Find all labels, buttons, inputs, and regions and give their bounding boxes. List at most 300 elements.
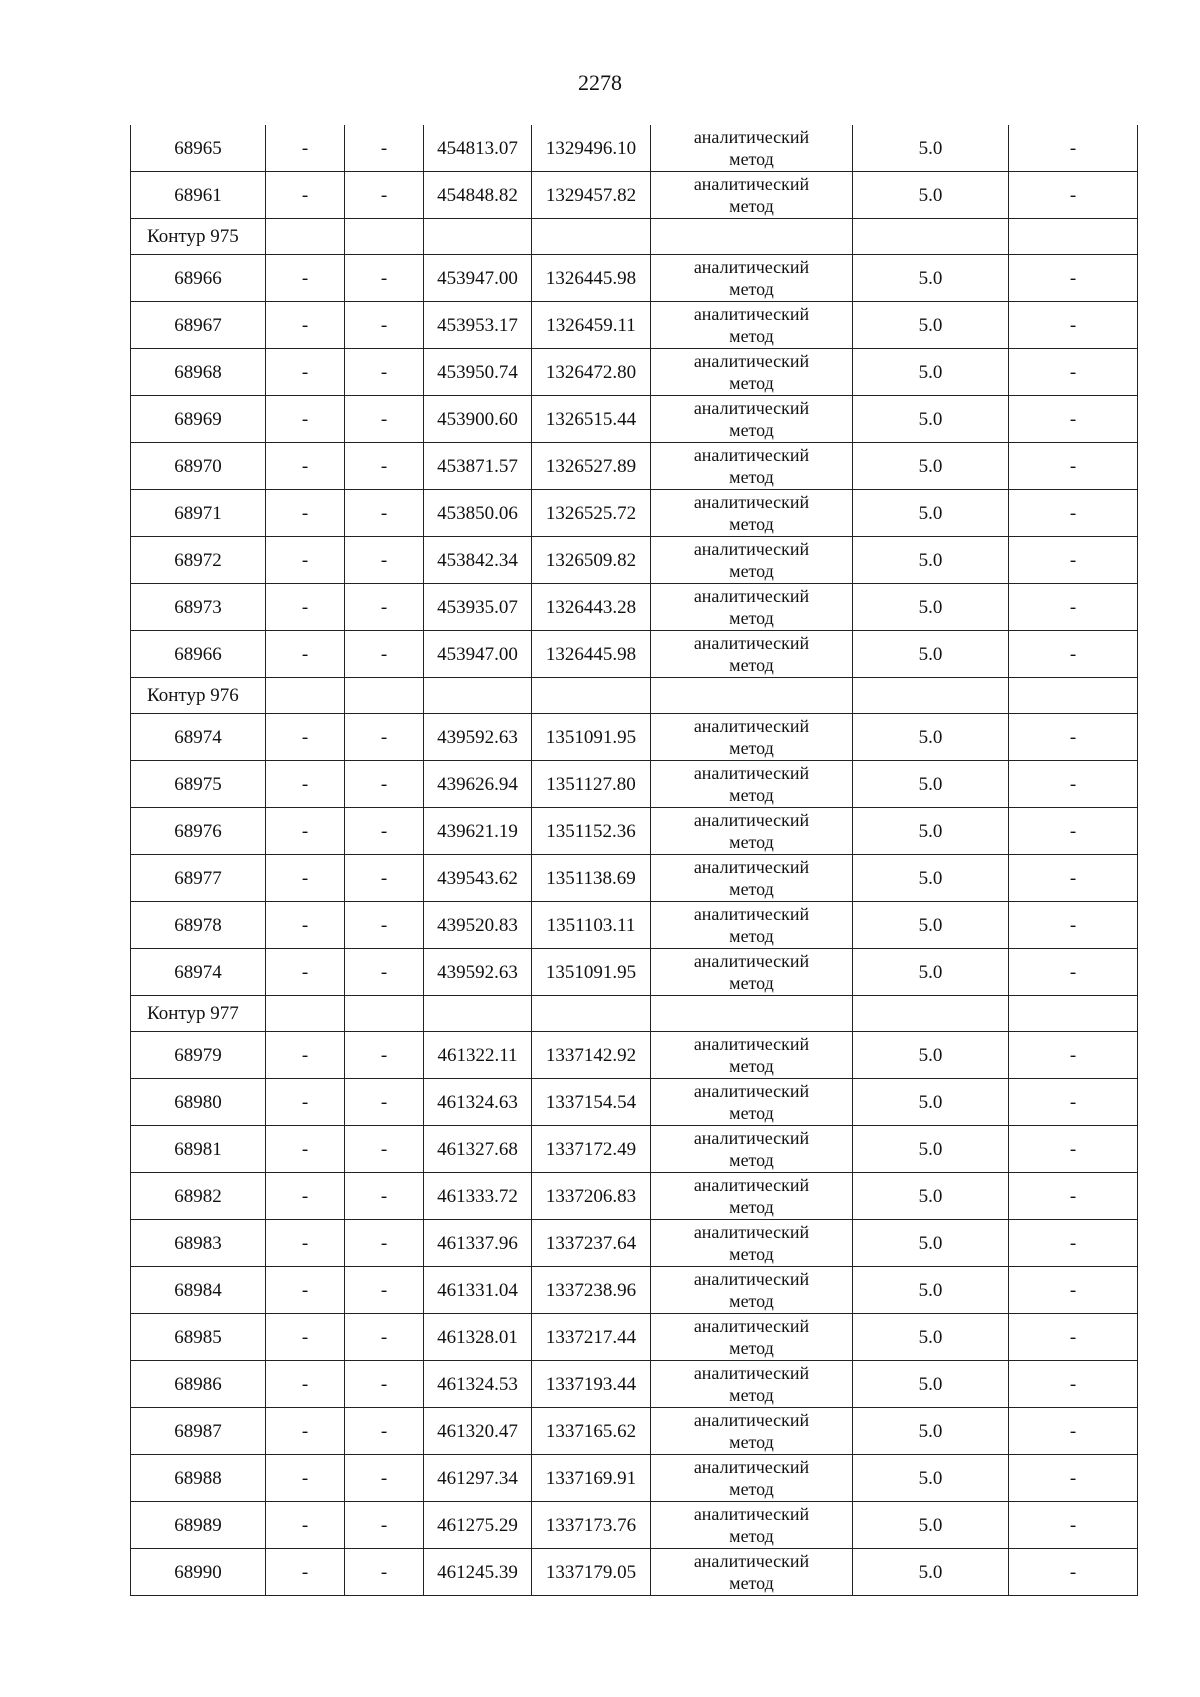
method-line-1: аналитический — [693, 1551, 810, 1571]
method-line-2: метод — [729, 1479, 774, 1499]
table-row — [131, 1361, 1138, 1408]
note-cell: - — [1009, 255, 1138, 302]
method-line-2: метод — [729, 1197, 774, 1217]
method-line-1: аналитический — [693, 398, 810, 418]
method-cell — [651, 1126, 853, 1173]
y-coordinate-cell: 1351138.69 — [532, 855, 651, 902]
note-cell: - — [1009, 396, 1138, 443]
y-coordinate-cell: 1337179.05 — [532, 1549, 651, 1596]
method-line-2: метод — [729, 1244, 774, 1264]
coordinates-table — [130, 125, 1138, 1596]
method-line-2: метод — [729, 1338, 774, 1358]
dash-cell: - — [345, 396, 424, 443]
dash-cell: - — [345, 172, 424, 219]
method-line-1: аналитический — [693, 257, 810, 277]
method-cell — [651, 349, 853, 396]
y-coordinate-cell: 1337142.92 — [532, 1032, 651, 1079]
point-id-cell: 68972 — [131, 537, 266, 584]
method-cell — [651, 584, 853, 631]
method-cell — [651, 1314, 853, 1361]
accuracy-cell: 5.0 — [853, 1361, 1009, 1408]
method-cell — [651, 949, 853, 996]
x-coordinate-cell: 439592.63 — [424, 714, 532, 761]
point-id-cell: 68989 — [131, 1502, 266, 1549]
method-line-2: метод — [729, 326, 774, 346]
note-cell: - — [1009, 902, 1138, 949]
empty-cell — [266, 678, 345, 714]
dash-cell: - — [345, 302, 424, 349]
table-row — [131, 1314, 1138, 1361]
note-cell: - — [1009, 808, 1138, 855]
empty-cell — [853, 219, 1009, 255]
dash-cell: - — [345, 125, 424, 172]
method-cell — [651, 396, 853, 443]
y-coordinate-cell: 1337172.49 — [532, 1126, 651, 1173]
y-coordinate-cell: 1337165.62 — [532, 1408, 651, 1455]
method-line-1: аналитический — [693, 304, 810, 324]
note-cell: - — [1009, 1267, 1138, 1314]
dash-cell: - — [266, 714, 345, 761]
x-coordinate-cell: 453947.00 — [424, 255, 532, 302]
method-cell — [651, 1549, 853, 1596]
dash-cell: - — [345, 584, 424, 631]
dash-cell: - — [345, 349, 424, 396]
empty-cell — [532, 996, 651, 1032]
table-row — [131, 255, 1138, 302]
dash-cell: - — [266, 949, 345, 996]
method-cell — [651, 490, 853, 537]
method-line-2: метод — [729, 785, 774, 805]
empty-cell — [424, 996, 532, 1032]
dash-cell: - — [345, 949, 424, 996]
accuracy-cell: 5.0 — [853, 302, 1009, 349]
x-coordinate-cell: 461327.68 — [424, 1126, 532, 1173]
dash-cell: - — [266, 855, 345, 902]
method-line-1: аналитический — [693, 951, 810, 971]
dash-cell: - — [345, 490, 424, 537]
y-coordinate-cell: 1326527.89 — [532, 443, 651, 490]
dash-cell: - — [266, 1079, 345, 1126]
point-id-cell: 68980 — [131, 1079, 266, 1126]
table-row — [131, 902, 1138, 949]
y-coordinate-cell: 1351152.36 — [532, 808, 651, 855]
table-row — [131, 1032, 1138, 1079]
dash-cell: - — [266, 631, 345, 678]
y-coordinate-cell: 1351103.11 — [532, 902, 651, 949]
accuracy-cell: 5.0 — [853, 1408, 1009, 1455]
y-coordinate-cell: 1326445.98 — [532, 255, 651, 302]
y-coordinate-cell: 1337206.83 — [532, 1173, 651, 1220]
method-cell — [651, 537, 853, 584]
point-id-cell: 68985 — [131, 1314, 266, 1361]
point-id-cell: 68968 — [131, 349, 266, 396]
method-line-2: метод — [729, 608, 774, 628]
accuracy-cell: 5.0 — [853, 443, 1009, 490]
x-coordinate-cell: 461320.47 — [424, 1408, 532, 1455]
method-line-1: аналитический — [693, 351, 810, 371]
method-line-2: метод — [729, 973, 774, 993]
dash-cell: - — [266, 443, 345, 490]
dash-cell: - — [345, 1079, 424, 1126]
method-line-2: метод — [729, 1526, 774, 1546]
x-coordinate-cell: 439543.62 — [424, 855, 532, 902]
dash-cell: - — [345, 1220, 424, 1267]
dash-cell: - — [345, 443, 424, 490]
method-line-2: метод — [729, 926, 774, 946]
dash-cell: - — [266, 584, 345, 631]
method-line-1: аналитический — [693, 716, 810, 736]
accuracy-cell: 5.0 — [853, 1549, 1009, 1596]
accuracy-cell: 5.0 — [853, 1220, 1009, 1267]
empty-cell — [266, 219, 345, 255]
dash-cell: - — [345, 1267, 424, 1314]
method-line-1: аналитический — [693, 539, 810, 559]
method-cell — [651, 443, 853, 490]
point-id-cell: 68984 — [131, 1267, 266, 1314]
table-row — [131, 1502, 1138, 1549]
point-id-cell: 68974 — [131, 714, 266, 761]
note-cell: - — [1009, 714, 1138, 761]
note-cell: - — [1009, 1408, 1138, 1455]
method-line-1: аналитический — [693, 492, 810, 512]
method-line-1: аналитический — [693, 1128, 810, 1148]
method-line-2: метод — [729, 879, 774, 899]
table-row — [131, 1126, 1138, 1173]
empty-cell — [266, 996, 345, 1032]
y-coordinate-cell: 1326515.44 — [532, 396, 651, 443]
y-coordinate-cell: 1326472.80 — [532, 349, 651, 396]
dash-cell: - — [345, 1455, 424, 1502]
method-line-1: аналитический — [693, 445, 810, 465]
dash-cell: - — [266, 125, 345, 172]
empty-cell — [424, 219, 532, 255]
dash-cell: - — [345, 902, 424, 949]
table-row — [131, 1549, 1138, 1596]
table-row — [131, 125, 1138, 172]
note-cell: - — [1009, 537, 1138, 584]
dash-cell: - — [266, 1502, 345, 1549]
x-coordinate-cell: 461324.53 — [424, 1361, 532, 1408]
accuracy-cell: 5.0 — [853, 902, 1009, 949]
dash-cell: - — [345, 537, 424, 584]
note-cell: - — [1009, 1173, 1138, 1220]
table-row — [131, 949, 1138, 996]
x-coordinate-cell: 461337.96 — [424, 1220, 532, 1267]
method-line-1: аналитический — [693, 1034, 810, 1054]
dash-cell: - — [266, 302, 345, 349]
note-cell: - — [1009, 1549, 1138, 1596]
method-line-2: метод — [729, 738, 774, 758]
dash-cell: - — [266, 1173, 345, 1220]
accuracy-cell: 5.0 — [853, 631, 1009, 678]
empty-cell — [345, 678, 424, 714]
method-cell — [651, 1267, 853, 1314]
method-cell — [651, 1220, 853, 1267]
note-cell: - — [1009, 1220, 1138, 1267]
point-id-cell: 68979 — [131, 1032, 266, 1079]
method-cell — [651, 855, 853, 902]
table-row — [131, 490, 1138, 537]
table-row — [131, 1267, 1138, 1314]
contour-header-row — [131, 678, 1138, 714]
x-coordinate-cell: 453900.60 — [424, 396, 532, 443]
dash-cell: - — [345, 1502, 424, 1549]
page-number: 2278 — [578, 70, 622, 95]
empty-cell — [651, 996, 853, 1032]
empty-cell — [651, 678, 853, 714]
method-line-2: метод — [729, 196, 774, 216]
dash-cell: - — [345, 761, 424, 808]
method-line-2: метод — [729, 467, 774, 487]
accuracy-cell: 5.0 — [853, 125, 1009, 172]
accuracy-cell: 5.0 — [853, 1267, 1009, 1314]
method-cell — [651, 1408, 853, 1455]
point-id-cell: 68969 — [131, 396, 266, 443]
accuracy-cell: 5.0 — [853, 714, 1009, 761]
point-id-cell: 68978 — [131, 902, 266, 949]
method-line-1: аналитический — [693, 586, 810, 606]
point-id-cell: 68970 — [131, 443, 266, 490]
y-coordinate-cell: 1326525.72 — [532, 490, 651, 537]
note-cell: - — [1009, 302, 1138, 349]
dash-cell: - — [266, 172, 345, 219]
x-coordinate-cell: 439592.63 — [424, 949, 532, 996]
note-cell: - — [1009, 172, 1138, 219]
dash-cell: - — [345, 1126, 424, 1173]
table-row — [131, 1408, 1138, 1455]
empty-cell — [532, 678, 651, 714]
dash-cell: - — [345, 255, 424, 302]
accuracy-cell: 5.0 — [853, 1502, 1009, 1549]
y-coordinate-cell: 1326443.28 — [532, 584, 651, 631]
table-row — [131, 349, 1138, 396]
dash-cell: - — [345, 714, 424, 761]
point-id-cell: 68981 — [131, 1126, 266, 1173]
dash-cell: - — [266, 1314, 345, 1361]
accuracy-cell: 5.0 — [853, 1126, 1009, 1173]
accuracy-cell: 5.0 — [853, 1173, 1009, 1220]
method-line-1: аналитический — [693, 1363, 810, 1383]
note-cell: - — [1009, 125, 1138, 172]
method-cell — [651, 302, 853, 349]
empty-cell — [532, 219, 651, 255]
table-row — [131, 1173, 1138, 1220]
note-cell: - — [1009, 1126, 1138, 1173]
note-cell: - — [1009, 1361, 1138, 1408]
y-coordinate-cell: 1351091.95 — [532, 714, 651, 761]
accuracy-cell: 5.0 — [853, 172, 1009, 219]
point-id-cell: 68974 — [131, 949, 266, 996]
method-line-2: метод — [729, 420, 774, 440]
y-coordinate-cell: 1337169.91 — [532, 1455, 651, 1502]
x-coordinate-cell: 461322.11 — [424, 1032, 532, 1079]
note-cell: - — [1009, 490, 1138, 537]
dash-cell: - — [266, 255, 345, 302]
method-cell — [651, 1361, 853, 1408]
method-line-2: метод — [729, 1573, 774, 1593]
y-coordinate-cell: 1337193.44 — [532, 1361, 651, 1408]
x-coordinate-cell: 439520.83 — [424, 902, 532, 949]
method-line-2: метод — [729, 1291, 774, 1311]
table-row — [131, 761, 1138, 808]
dash-cell: - — [266, 396, 345, 443]
dash-cell: - — [266, 1032, 345, 1079]
method-cell — [651, 172, 853, 219]
method-cell — [651, 1079, 853, 1126]
empty-cell — [651, 219, 853, 255]
method-cell — [651, 255, 853, 302]
y-coordinate-cell: 1329496.10 — [532, 125, 651, 172]
method-line-2: метод — [729, 561, 774, 581]
table-row — [131, 631, 1138, 678]
note-cell: - — [1009, 1502, 1138, 1549]
empty-cell — [853, 996, 1009, 1032]
contour-header-row — [131, 219, 1138, 255]
y-coordinate-cell: 1351091.95 — [532, 949, 651, 996]
method-cell — [651, 1173, 853, 1220]
y-coordinate-cell: 1326459.11 — [532, 302, 651, 349]
accuracy-cell: 5.0 — [853, 1314, 1009, 1361]
accuracy-cell: 5.0 — [853, 808, 1009, 855]
method-cell — [651, 1502, 853, 1549]
method-line-2: метод — [729, 1150, 774, 1170]
note-cell: - — [1009, 1032, 1138, 1079]
method-cell — [651, 125, 853, 172]
method-line-1: аналитический — [693, 763, 810, 783]
accuracy-cell: 5.0 — [853, 1079, 1009, 1126]
point-id-cell: 68983 — [131, 1220, 266, 1267]
table-row — [131, 443, 1138, 490]
dash-cell: - — [345, 1032, 424, 1079]
empty-cell — [1009, 678, 1138, 714]
dash-cell: - — [345, 1314, 424, 1361]
note-cell: - — [1009, 1455, 1138, 1502]
table-row — [131, 714, 1138, 761]
accuracy-cell: 5.0 — [853, 855, 1009, 902]
accuracy-cell: 5.0 — [853, 584, 1009, 631]
accuracy-cell: 5.0 — [853, 761, 1009, 808]
x-coordinate-cell: 453871.57 — [424, 443, 532, 490]
x-coordinate-cell: 461324.63 — [424, 1079, 532, 1126]
point-id-cell: 68975 — [131, 761, 266, 808]
dash-cell: - — [345, 808, 424, 855]
method-line-2: метод — [729, 279, 774, 299]
table-row — [131, 1079, 1138, 1126]
method-line-1: аналитический — [693, 633, 810, 653]
empty-cell — [853, 678, 1009, 714]
method-line-1: аналитический — [693, 1081, 810, 1101]
method-cell — [651, 761, 853, 808]
x-coordinate-cell: 454848.82 — [424, 172, 532, 219]
note-cell: - — [1009, 443, 1138, 490]
table-row — [131, 396, 1138, 443]
accuracy-cell: 5.0 — [853, 537, 1009, 584]
method-cell — [651, 714, 853, 761]
point-id-cell: 68988 — [131, 1455, 266, 1502]
point-id-cell: 68973 — [131, 584, 266, 631]
x-coordinate-cell: 453953.17 — [424, 302, 532, 349]
y-coordinate-cell: 1329457.82 — [532, 172, 651, 219]
method-line-1: аналитический — [693, 1457, 810, 1477]
x-coordinate-cell: 461333.72 — [424, 1173, 532, 1220]
table-row — [131, 584, 1138, 631]
method-line-1: аналитический — [693, 810, 810, 830]
point-id-cell: 68966 — [131, 255, 266, 302]
point-id-cell: 68986 — [131, 1361, 266, 1408]
table-row — [131, 1455, 1138, 1502]
method-cell — [651, 902, 853, 949]
method-line-2: метод — [729, 1103, 774, 1123]
empty-cell — [345, 219, 424, 255]
method-line-2: метод — [729, 149, 774, 169]
contour-label: Контур 977 — [131, 996, 266, 1032]
method-line-1: аналитический — [693, 1316, 810, 1336]
x-coordinate-cell: 439626.94 — [424, 761, 532, 808]
x-coordinate-cell: 461297.34 — [424, 1455, 532, 1502]
x-coordinate-cell: 461275.29 — [424, 1502, 532, 1549]
dash-cell: - — [266, 1549, 345, 1596]
method-line-2: метод — [729, 1432, 774, 1452]
method-line-1: аналитический — [693, 1269, 810, 1289]
method-cell — [651, 1455, 853, 1502]
method-line-1: аналитический — [693, 127, 810, 147]
note-cell: - — [1009, 1314, 1138, 1361]
dash-cell: - — [345, 855, 424, 902]
point-id-cell: 68965 — [131, 125, 266, 172]
dash-cell: - — [345, 1173, 424, 1220]
method-cell — [651, 631, 853, 678]
method-line-1: аналитический — [693, 857, 810, 877]
accuracy-cell: 5.0 — [853, 349, 1009, 396]
method-line-2: метод — [729, 655, 774, 675]
y-coordinate-cell: 1337173.76 — [532, 1502, 651, 1549]
x-coordinate-cell: 461328.01 — [424, 1314, 532, 1361]
note-cell: - — [1009, 584, 1138, 631]
method-line-1: аналитический — [693, 1222, 810, 1242]
x-coordinate-cell: 453950.74 — [424, 349, 532, 396]
table-row — [131, 172, 1138, 219]
contour-label: Контур 976 — [131, 678, 266, 714]
x-coordinate-cell: 453947.00 — [424, 631, 532, 678]
dash-cell: - — [266, 1408, 345, 1455]
table-row — [131, 537, 1138, 584]
accuracy-cell: 5.0 — [853, 396, 1009, 443]
method-cell — [651, 1032, 853, 1079]
accuracy-cell: 5.0 — [853, 490, 1009, 537]
dash-cell: - — [266, 1361, 345, 1408]
dash-cell: - — [266, 349, 345, 396]
y-coordinate-cell: 1351127.80 — [532, 761, 651, 808]
method-line-2: метод — [729, 1385, 774, 1405]
point-id-cell: 68967 — [131, 302, 266, 349]
dash-cell: - — [266, 490, 345, 537]
contour-header-row — [131, 996, 1138, 1032]
x-coordinate-cell: 461331.04 — [424, 1267, 532, 1314]
dash-cell: - — [345, 1549, 424, 1596]
method-line-1: аналитический — [693, 174, 810, 194]
dash-cell: - — [266, 1267, 345, 1314]
y-coordinate-cell: 1337238.96 — [532, 1267, 651, 1314]
empty-cell — [1009, 219, 1138, 255]
accuracy-cell: 5.0 — [853, 255, 1009, 302]
table-row — [131, 808, 1138, 855]
empty-cell — [424, 678, 532, 714]
note-cell: - — [1009, 949, 1138, 996]
x-coordinate-cell: 453850.06 — [424, 490, 532, 537]
accuracy-cell: 5.0 — [853, 1032, 1009, 1079]
note-cell: - — [1009, 761, 1138, 808]
dash-cell: - — [266, 902, 345, 949]
